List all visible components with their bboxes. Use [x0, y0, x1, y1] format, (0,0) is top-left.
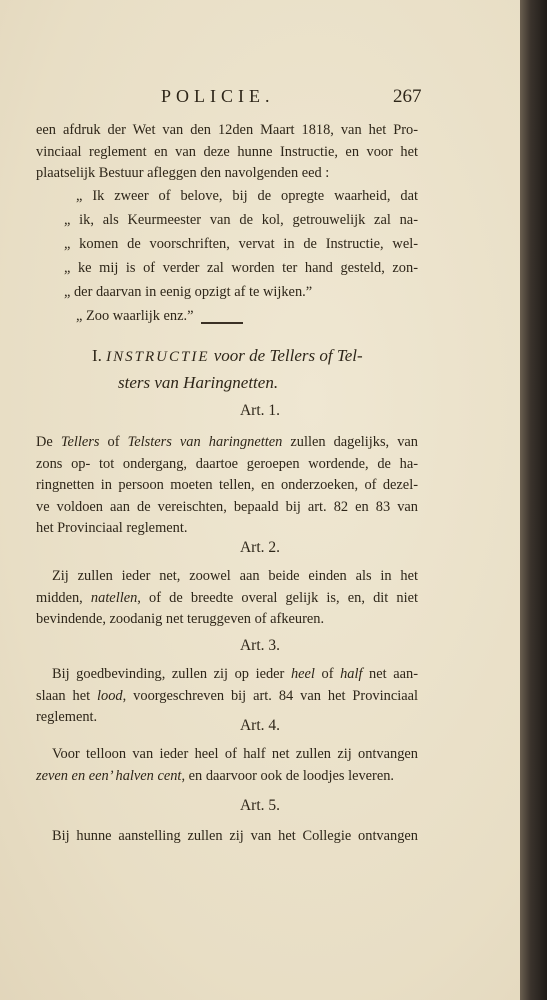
text-line: Bij hunne aanstelling zullen zij van het Collegie ontvangen [52, 828, 418, 844]
oath-quote [64, 184, 418, 328]
oath-line: „ der daarvan in eenig opzigt af te wijken.” [64, 284, 313, 300]
text-line: Voor telloon van ieder heel of half net zullen zij ontvangen [52, 746, 418, 762]
text-line: bevindende, zoodanig net teruggeven of afkeuren. [36, 611, 325, 627]
intro-paragraph [36, 120, 418, 185]
running-title: POLICIE. [161, 86, 275, 106]
oath-line: „ Ik zweer of belove, bij de opregte waarheid, dat [76, 188, 418, 204]
text-line: een afdruk der Wet van den 12den Maart 1818, van het Pro- [36, 122, 418, 138]
text-line: midden, natellen, of de breedte overal gelijk is, en, dit niet [36, 589, 418, 606]
oath-line: „ komen de voorschriften, vervat in de Instructie, wel- [64, 236, 418, 252]
article-body [36, 744, 418, 787]
text-line: zons op- tot ondergang, daartoe geroepen wordende, de ha- [36, 455, 418, 472]
text-line: slaan het lood, voorgeschreven bij art. 84 van het Provinciaal [36, 687, 418, 704]
section-title-rest: sters van Haringnetten. [118, 373, 279, 392]
text-line: Zij zullen ieder net, zoowel aan beide einden als in het [52, 568, 418, 584]
oath-line: „ Zoo waarlijk enz.” [76, 308, 194, 324]
text-line: De Tellers of Telsters van haringnetten zullen dagelijks, van [36, 434, 418, 450]
page-header [0, 86, 520, 112]
text-line: reglement. [36, 709, 98, 725]
page-number: 267 [393, 86, 422, 107]
section-title-rest: voor de Tellers of Tel- [213, 346, 363, 365]
text-line: vinciaal reglement en van deze hunne Instructie, en voor het [36, 143, 418, 160]
text-line: zeven en een’ halven cent, en daarvoor ook de loodjes leveren. [36, 767, 395, 784]
article-body [36, 826, 418, 848]
article-body [36, 432, 418, 540]
text-line: plaatselijk Bestuur afleggen den navolgenden eed : [36, 165, 330, 181]
text-line: het Provinciaal reglement. [36, 520, 188, 536]
article-heading: Art. 2. [239, 539, 281, 556]
oath-line: „ ke mij is of verder zal worden ter hand gesteld, zon- [64, 260, 418, 276]
text-line: ve voldoen aan de vereischten, bepaald bij art. 82 en 83 van [36, 498, 418, 515]
section-divider [201, 322, 243, 324]
article-heading: Art. 3. [239, 637, 281, 654]
section-title [92, 343, 422, 395]
article-heading: Art. 5. [239, 797, 281, 814]
text-line: Bij goedbevinding, zullen zij op ieder heel of half net aan- [52, 666, 418, 682]
article-body [36, 566, 418, 631]
book-gutter [520, 0, 547, 1000]
oath-line: „ ik, als Keurmeester van de kol, getrouwelijk zal na- [64, 212, 418, 228]
section-title-smallcaps: INSTRUCTIE [106, 349, 210, 365]
text-line: ringnetten in persoon moeten tellen, en onderzoeken, of dezel- [36, 477, 418, 493]
article-heading: Art. 4. [239, 717, 281, 734]
section-number: I. [92, 346, 102, 365]
article-heading: Art. 1. [239, 402, 281, 419]
